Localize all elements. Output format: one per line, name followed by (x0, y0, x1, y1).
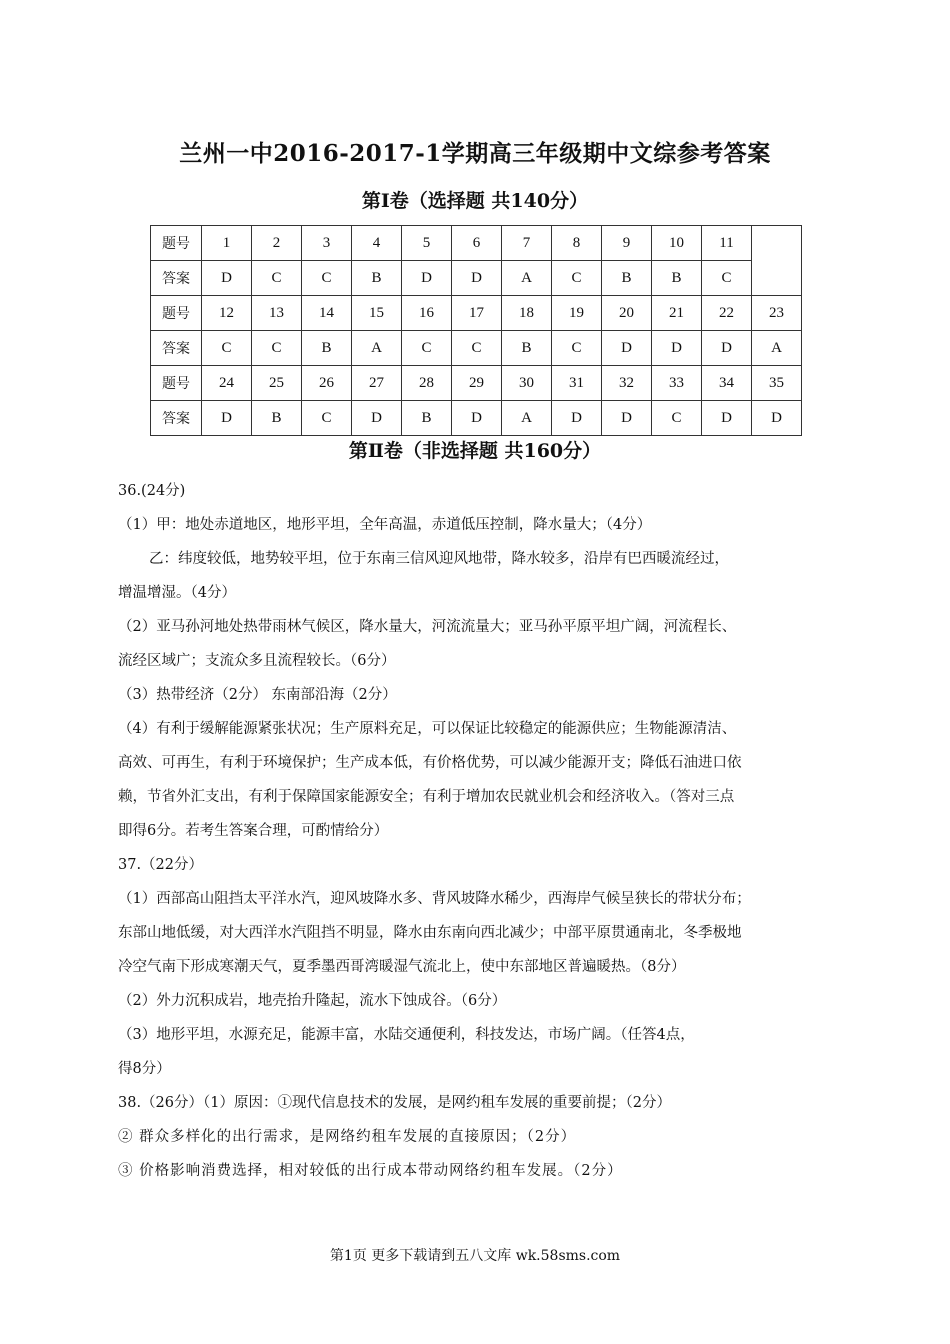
table-cell: 11 (702, 226, 752, 261)
table-cell: B (252, 401, 302, 436)
text-line: （1）西部高山阻挡太平洋水汽，迎风坡降水多、背风坡降水稀少，西海岸气候呈狭长的带状分布； (118, 891, 751, 907)
table-cell: 23 (752, 296, 802, 331)
table-cell: C (302, 401, 352, 436)
table-cell: 16 (402, 296, 452, 331)
table-cell: 9 (602, 226, 652, 261)
text-line: 36.(24分) (118, 483, 186, 499)
table-cell: 1 (202, 226, 252, 261)
table-cell: 35 (752, 366, 802, 401)
text-line: 即得6分。若考生答案合理，可酌情给分） (118, 823, 389, 839)
text-line: 38.（26分）（1）原因：①现代信息技术的发展，是网约租车发展的重要前提；（2分） (118, 1095, 671, 1111)
table-cell: 33 (652, 366, 702, 401)
table-cell: A (352, 331, 402, 366)
text-line: ③ 价格影响消费选择，相对较低的出行成本带动网络约租车发展。（2分） (118, 1163, 623, 1179)
table-cell: 27 (352, 366, 402, 401)
table-cell: B (502, 331, 552, 366)
table-cell: 31 (552, 366, 602, 401)
table-cell: 4 (352, 226, 402, 261)
table-cell: C (552, 331, 602, 366)
table-cell: C (252, 331, 302, 366)
table-cell: 8 (552, 226, 602, 261)
table-cell: C (252, 261, 302, 296)
section-heading-part1: 第Ⅰ卷（选择题 共140分） (361, 190, 589, 212)
table-cell: 25 (252, 366, 302, 401)
table-cell: 20 (602, 296, 652, 331)
table-cell: C (652, 401, 702, 436)
table-cell: 2 (252, 226, 302, 261)
table-cell: C (302, 261, 352, 296)
table-cell: 题号 (151, 226, 202, 261)
table-cell: B (652, 261, 702, 296)
text-line: （2）外力沉积成岩，地壳抬升隆起，流水下蚀成谷。（6分） (118, 993, 507, 1009)
table-cell: 19 (552, 296, 602, 331)
section-heading-part2: 第Ⅱ卷（非选择题 共160分） (348, 440, 602, 462)
answer-text (118, 474, 848, 1188)
table-cell: 29 (452, 366, 502, 401)
text-line: （1）甲：地处赤道地区，地形平坦，全年高温，赤道低压控制，降水量大；（4分） (118, 517, 652, 533)
table-cell: 28 (402, 366, 452, 401)
table-cell: 34 (702, 366, 752, 401)
table-cell: 题号 (151, 366, 202, 401)
table-cell-empty (752, 226, 802, 296)
table-cell: 17 (452, 296, 502, 331)
table-row (151, 401, 802, 436)
table-cell: A (502, 401, 552, 436)
table-cell: A (502, 261, 552, 296)
table-cell: 答案 (151, 331, 202, 366)
table-cell: 7 (502, 226, 552, 261)
table-cell: 26 (302, 366, 352, 401)
text-line: 得8分） (118, 1061, 171, 1077)
table-row (151, 226, 802, 261)
table-cell: 5 (402, 226, 452, 261)
table-cell: D (352, 401, 402, 436)
table-cell: D (402, 261, 452, 296)
table-cell: 10 (652, 226, 702, 261)
table-cell: 30 (502, 366, 552, 401)
text-line: 冷空气南下形成寒潮天气，夏季墨西哥湾暖湿气流北上，使中东部地区普遍暖热。（8分） (118, 959, 686, 975)
text-line: ② 群众多样化的出行需求，是网络约租车发展的直接原因；（2分） (118, 1129, 577, 1145)
table-cell: 24 (202, 366, 252, 401)
text-line: 37.（22分） (118, 857, 204, 873)
table-cell: B (602, 261, 652, 296)
table-cell: B (402, 401, 452, 436)
table-cell: D (602, 331, 652, 366)
table-cell: D (452, 261, 502, 296)
table-cell: C (402, 331, 452, 366)
table-cell: 32 (602, 366, 652, 401)
table-cell: 15 (352, 296, 402, 331)
table-cell: 14 (302, 296, 352, 331)
table-cell: B (302, 331, 352, 366)
table-row (151, 296, 802, 331)
table-cell: D (602, 401, 652, 436)
table-row (151, 261, 802, 296)
table-cell: 22 (702, 296, 752, 331)
table-cell: C (202, 331, 252, 366)
table-cell: D (552, 401, 602, 436)
table-cell: D (202, 401, 252, 436)
table-cell: B (352, 261, 402, 296)
text-line: 增温增湿。（4分） (118, 585, 236, 601)
table-cell: 6 (452, 226, 502, 261)
table-cell: 13 (252, 296, 302, 331)
table-cell: 18 (502, 296, 552, 331)
table-cell: D (652, 331, 702, 366)
table-cell: D (452, 401, 502, 436)
table-cell: A (752, 331, 802, 366)
table-cell: 题号 (151, 296, 202, 331)
text-line: 高效、可再生，有利于环境保护；生产成本低，有价格优势，可以减少能源开支；降低石油进口依 (118, 755, 742, 771)
text-line: 流经区域广；支流众多且流程较长。（6分） (118, 653, 396, 669)
table-cell: D (702, 331, 752, 366)
table-cell: 答案 (151, 401, 202, 436)
text-line: 东部山地低缓，对大西洋水汽阻挡不明显，降水由东南向西北减少；中部平原贯通南北，冬季极地 (118, 925, 742, 941)
table-cell: C (452, 331, 502, 366)
table-cell: 12 (202, 296, 252, 331)
table-cell: D (202, 261, 252, 296)
table-cell: 21 (652, 296, 702, 331)
page-title: 兰州一中2016-2017-1学期高三年级期中文综参考答案 (179, 140, 771, 167)
table-row (151, 366, 802, 401)
table-cell: 3 (302, 226, 352, 261)
text-line: （2）亚马孙河地处热带雨林气候区，降水量大，河流流量大；亚马孙平原平坦广阔，河流程长、 (118, 619, 737, 635)
table-cell: C (702, 261, 752, 296)
text-line: （4）有利于缓解能源紧张状况；生产原料充足，可以保证比较稳定的能源供应；生物能源清洁、 (118, 721, 737, 737)
text-line: （3）地形平坦，水源充足，能源丰富，水陆交通便利，科技发达，市场广阔。（任答4点， (118, 1027, 695, 1043)
table-row (151, 331, 802, 366)
page-footer: 第1页 更多下载请到五八文库 wk.58sms.com (329, 1248, 621, 1264)
table-cell: 答案 (151, 261, 202, 296)
table-cell: D (702, 401, 752, 436)
text-line: 乙：纬度较低，地势较平坦，位于东南三信风迎风地带，降水较多，沿岸有巴西暖流经过， (149, 551, 729, 567)
table-cell: C (552, 261, 602, 296)
text-line: 赖，节省外汇支出，有利于保障国家能源安全；有利于增加农民就业机会和经济收入。（答对三点 (118, 789, 735, 805)
text-line: （3）热带经济（2分） 东南部沿海（2分） (118, 687, 397, 703)
table-cell: D (752, 401, 802, 436)
answer-table (150, 225, 802, 436)
